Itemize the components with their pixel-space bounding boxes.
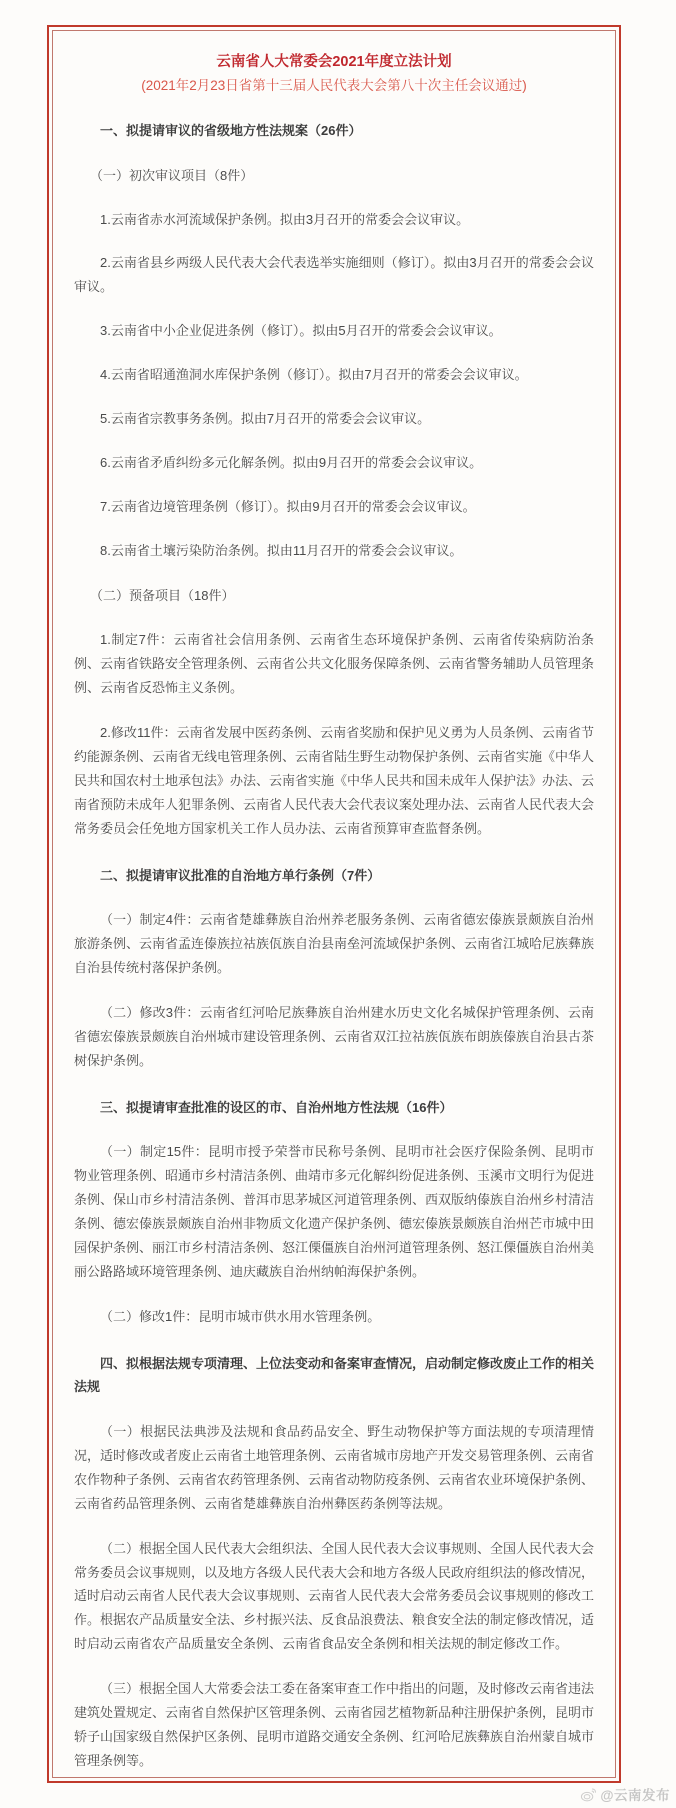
paragraph: （二）修改1件：昆明市城市供水用水管理条例。 [100, 1308, 381, 1324]
paragraph: （一）根据民法典涉及法规和食品药品安全、野生动物保护等方面法规的专项清理情况，适时修改或者废止云南省土地管理条例、云南省城市房地产开发交易管理条例、云南省农作物种子条例、云南省农药管理条例、云南省动物防疫条例、云南省农业环境保护条例、云南省药品管理条例、云南省楚雄彝族自治州彝医药条例等法规。 [74, 1423, 595, 1511]
list-item: 7.云南省边境管理条例（修订）。拟由9月召开的常委会会议审议。 [100, 498, 476, 514]
section-heading: 一、拟提请审议的省级地方性法规案（26件） [100, 123, 362, 139]
section-heading: 四、拟根据法规专项清理、上位法变动和备案审查情况，启动制定修改废止工作的相关法规 [74, 1355, 595, 1395]
page-subtitle: (2021年2月23日省第十三届人民代表大会第八十次主任会议通过) [141, 78, 527, 94]
list-item: 2.云南省县乡两级人民代表大会代表选举实施细则（修订）。拟由3月召开的常委会会议审议。 [74, 255, 594, 295]
weibo-logo-icon [580, 1786, 597, 1803]
paragraph: 1.制定7件：云南省社会信用条例、云南省生态环境保护条例、云南省传染病防治条例、云南省铁路安全管理条例、云南省公共文化服务保障条例、云南省警务辅助人员管理条例、云南省反恐怖主义条例。 [74, 632, 595, 696]
list-item: 5.云南省宗教事务条例。拟由7月召开的常委会会议审议。 [100, 411, 431, 427]
paragraph: （二）根据全国人民代表大会组织法、全国人民代表大会议事规则、全国人民代表大会常务委员会议事规则，以及地方各级人民代表大会和地方各级人民政府组织法的修改情况，适时启动云南省人民代表大会议事规则、云南省人民代表大会常务委员会议事规则的修改工作。根据农产品质量安全法、乡村振兴法、反食品浪费法、粮食安全法的制定修改情况，适时启动云南省农产品质量安全条例、云南省食品安全条例和相关法规的制定修改工作。 [74, 1540, 595, 1652]
document-frame-outer [47, 25, 621, 1783]
watermark-handle: @云南发布 [600, 1788, 670, 1803]
paragraph: （三）根据全国人大常委会法工委在备案审查工作中指出的问题，及时修改云南省违法建筑处置规定、云南省自然保护区管理条例、云南省园艺植物新品种注册保护条例，昆明市轿子山国家级自然保护区条例、昆明市道路交通安全条例、红河哈尼族彝族自治州蒙自城市管理条例等。 [74, 1681, 595, 1768]
list-item: 8.云南省土壤污染防治条例。拟由11月召开的常委会会议审议。 [100, 542, 463, 558]
paragraph: （一）制定4件：云南省楚雄彝族自治州养老服务条例、云南省德宏傣族景颇族自治州旅游条例、云南省孟连傣族拉祜族佤族自治县南垒河流域保护条例、云南省江城哈尼族彝族自治县传统村落保护条例。 [74, 912, 595, 976]
subsection-label: （一）初次审议项目（8件） [90, 167, 254, 183]
subsection-label: （二）预备项目（18件） [90, 587, 235, 603]
list-item: 6.云南省矛盾纠纷多元化解条例。拟由9月召开的常委会会议审议。 [100, 454, 483, 470]
page-title: 云南省人大常委会2021年度立法计划 [216, 54, 452, 70]
document-body [53, 31, 615, 1777]
section-heading: 三、拟提请审查批准的设区的市、自治州地方性法规（16件） [100, 1099, 453, 1115]
paragraph: （二）修改3件：云南省红河哈尼族彝族自治州建水历史文化名城保护管理条例、云南省德宏傣族景颇族自治州城市建设管理条例、云南省双江拉祜族佤族布朗族傣族自治县古茶树保护条例。 [74, 1004, 595, 1068]
list-item: 4.云南省昭通渔洞水库保护条例（修订）。拟由7月召开的常委会会议审议。 [100, 367, 528, 383]
watermark [580, 1784, 670, 1804]
paragraph: （一）制定15件：昆明市授予荣誉市民称号条例、昆明市社会医疗保险条例、昆明市物业管理条例、昭通市乡村清洁条例、曲靖市多元化解纠纷促进条例、玉溪市文明行为促进条例、保山市乡村清洁条例、普洱市思茅城区河道管理条例、西双版纳傣族自治州乡村清洁条例、德宏傣族景颇族自治州非物质文化遗产保护条例、德宏傣族景颇族自治州芒市城中田园保护条例、丽江市乡村清洁条例、怒江傈僵族自治州河道管理条例、怒江傈僵族自治州美丽公路路域环境管理条例、迪庆藏族自治州纳帕海保护条例。 [74, 1144, 595, 1279]
list-item: 3.云南省中小企业促进条例（修订）。拟由5月召开的常委会会议审议。 [100, 323, 502, 339]
paragraph: 2.修改11件：云南省发展中医药条例、云南省奖励和保护见义勇为人员条例、云南省节约能源条例、云南省无线电管理条例、云南省陆生野生动物保护条例、云南省实施《中华人民共和国农村土地承包法》办法、云南省实施《中华人民共和国未成年人保护法》办法、云南省预防未成年人犯罪条例、云南省人民代表大会代表议案处理办法、云南省人民代表大会常务委员会任免地方国家机关工作人员办法、云南省预算审查监督条例。 [74, 725, 595, 836]
section-heading: 二、拟提请审议批准的自治地方单行条例（7件） [100, 867, 381, 883]
document-frame-inner [52, 30, 616, 1778]
list-item: 1.云南省赤水河流域保护条例。拟由3月召开的常委会会议审议。 [100, 211, 470, 227]
